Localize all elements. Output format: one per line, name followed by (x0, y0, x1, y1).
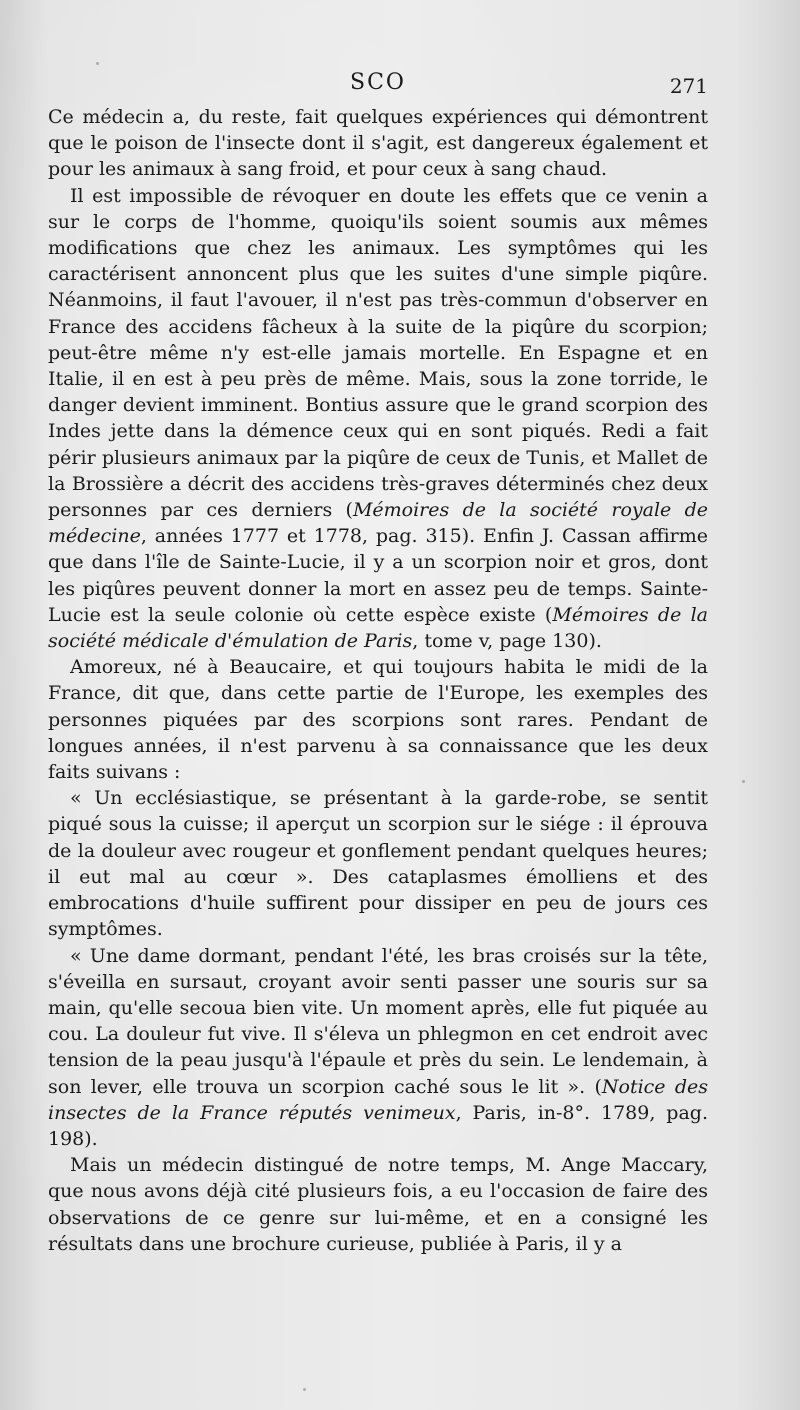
paragraph (48, 1152, 708, 1257)
paragraph (48, 943, 708, 1153)
paper-speck (742, 780, 745, 783)
italic-citation: Notice des insectes de la France réputés venimeux (48, 1075, 709, 1124)
paragraph (48, 104, 708, 183)
text-run: « Une dame dormant, pendant l'été, les bras croisés sur la tête, s'éveilla en sursaut, croyant avoir senti passer une souris sur sa main, qu'elle secoua bien vite. Un moment après, elle fut piquée au cou. La douleur fut vive. Il s'éleva un phlegmon en cet endroit avec tension de la peau jusqu'à l'épaule et près du sein. Le lendemain, à son lever, elle trouva un scorpion caché sous le lit ». ( (48, 944, 708, 1098)
paper-speck (303, 1388, 306, 1391)
page-number: 271 (669, 74, 708, 98)
page-header (48, 70, 708, 100)
text-run: , Paris, in-8°. 1789, pag. 198). (48, 1101, 708, 1150)
italic-citation: Mémoires de la société médicale d'émulation de Paris (48, 603, 709, 653)
text-run: , tome v, page 130). (412, 630, 602, 653)
text-run: Ce médecin a, du reste, fait quelques expériences qui démontrent que le poison de l'insecte dont il s'agit, est dangereux également et pour les animaux à sang froid, et pour ceux à sang chaud. (48, 106, 708, 181)
text-run: « Un ecclésiastique, se présentant à la garde-robe, se sentit piqué sous la cuisse; il aperçut un scorpion sur le siége : il éprouva de la douleur avec rougeur et gonflement pendant quelques heures; il eut mal au cœur ». Des cataplasmes émolliens et des embrocations d'huile suffirent pour dissiper en peu de jours ces symptômes. (48, 787, 708, 941)
running-head: SCO (350, 70, 406, 95)
text-run: Il est impossible de révoquer en doute les effets que ce venin a sur le corps de l'homme, quoiqu'ils soient soumis aux mêmes modifications que chez les animaux. Les symptômes qui les caractérisent annoncent plus que les suites d'une simple piqûre. Néanmoins, il faut l'avouer, il n'est pas très-commun d'observer en France des accidens fâcheux à la suite de la piqûre du scorpion; peut-être même n'y est-elle jamais mortelle. En Espagne et en Italie, il en est à peu près de même. Mais, sous la zone torride, le danger devient imminent. Bontius assure que le grand scorpion des Indes jette dans la démence ceux qui en sont piqués. Redi a fait périr plusieurs animaux par la piqûre de ceux de Tunis, et Mallet de la Brossière a décrit des accidens très-graves déterminés chez deux personnes par ces derniers ( (48, 184, 708, 522)
paragraph (48, 654, 708, 785)
text-run: Amoreux, né à Beaucaire, et qui toujours habita le midi de la France, dit que, dans cette partie de l'Europe, les exemples des personnes piquées par des scorpions sont rares. Pendant de longues années, il n'est parvenu à sa connaissance que les deux faits suivans : (48, 656, 708, 784)
text-run: , années 1777 et 1778, pag. 315). Enfin J. Cassan affirme que dans l'île de Sainte-Lucie, il y a un scorpion noir et gros, dont les piqûres peuvent donner la mort en assez peu de temps. Sainte-Lucie est la seule colonie où cette espèce existe ( (48, 525, 708, 626)
italic-citation: Mémoires de la société royale de médecine (48, 499, 708, 548)
paragraph (48, 785, 708, 942)
paper-speck (96, 62, 99, 65)
body-text (48, 104, 708, 1257)
text-run: Mais un médecin distingué de notre temps, M. Ange Maccary, que nous avons déjà cité plusieurs fois, a eu l'occasion de faire des observations de ce genre sur lui-même, et en a consigné les résultats dans une brochure curieuse, publiée à Paris, il y a (48, 1154, 708, 1255)
paragraph (48, 183, 708, 655)
